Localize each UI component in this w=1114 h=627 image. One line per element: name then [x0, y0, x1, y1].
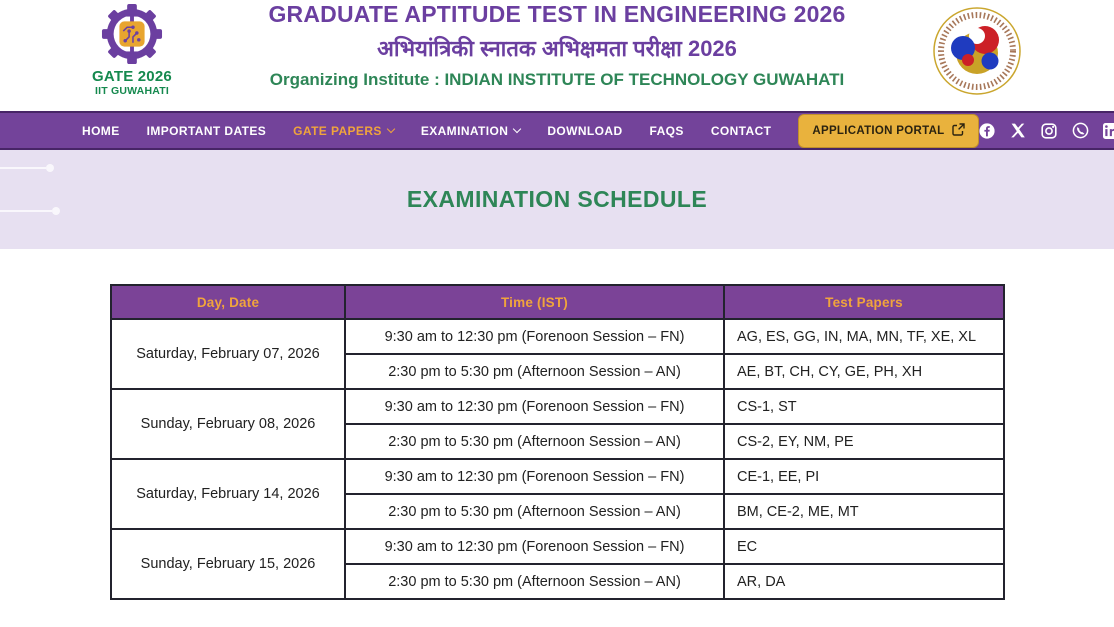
application-portal-button[interactable] — [798, 114, 978, 148]
linkedin-icon[interactable] — [1103, 122, 1114, 139]
application-portal-label: APPLICATION PORTAL — [812, 124, 945, 137]
nav-item-home[interactable] — [82, 124, 120, 138]
nav-item-gate-papers[interactable] — [293, 124, 394, 138]
nav-items — [82, 124, 798, 138]
nav-item-label: HOME — [82, 123, 120, 138]
organizing-institute: Organizing Institute : INDIAN INSTITUTE OF TECHNOLOGY GUWAHATI — [269, 70, 845, 89]
nav-item-label: EXAMINATION — [420, 123, 509, 138]
nav-item-download[interactable] — [547, 124, 622, 138]
site-header — [0, 0, 1114, 111]
column-header-test-papers: Test Papers — [724, 285, 1004, 319]
chevron-down-icon — [513, 125, 521, 133]
papers-cell: AR, DA — [724, 564, 1004, 599]
nav-item-faqs[interactable] — [650, 124, 684, 138]
table-row — [111, 389, 1004, 424]
examination-schedule-table — [110, 284, 1005, 600]
social-links — [979, 122, 1114, 139]
papers-cell: CS-2, EY, NM, PE — [724, 424, 1004, 459]
table-row — [111, 529, 1004, 564]
page-banner — [0, 150, 1114, 249]
column-header-day-date: Day, Date — [111, 285, 345, 319]
nav-item-label: CONTACT — [710, 123, 772, 138]
time-cell: 9:30 am to 12:30 pm (Forenoon Session – FN) — [345, 459, 724, 494]
time-cell: 9:30 am to 12:30 pm (Forenoon Session – FN) — [345, 529, 724, 564]
instagram-icon[interactable] — [1041, 122, 1058, 139]
date-cell: Saturday, February 07, 2026 — [111, 319, 345, 389]
papers-cell: CS-1, ST — [724, 389, 1004, 424]
nav-item-contact[interactable] — [711, 124, 772, 138]
gate-2026-logo — [84, 3, 180, 97]
nav-item-important-dates[interactable] — [147, 124, 267, 138]
main-nav — [0, 111, 1114, 150]
time-cell: 9:30 am to 12:30 pm (Forenoon Session – FN) — [345, 389, 724, 424]
nav-item-examination[interactable] — [421, 124, 521, 138]
chevron-down-icon — [387, 125, 395, 133]
date-cell: Sunday, February 15, 2026 — [111, 529, 345, 599]
time-cell: 2:30 pm to 5:30 pm (Afternoon Session – AN) — [345, 354, 724, 389]
main-content — [0, 249, 1114, 600]
date-cell: Saturday, February 14, 2026 — [111, 459, 345, 529]
column-header-time-ist: Time (IST) — [345, 285, 724, 319]
x-twitter-icon[interactable] — [1010, 122, 1027, 139]
gate-logo-subtitle: IIT GUWAHATI — [95, 85, 169, 97]
papers-cell: AE, BT, CH, CY, GE, PH, XH — [724, 354, 1004, 389]
time-cell: 2:30 pm to 5:30 pm (Afternoon Session – AN) — [345, 494, 724, 529]
nav-item-label: DOWNLOAD — [547, 123, 623, 138]
time-cell: 9:30 am to 12:30 pm (Forenoon Session – FN) — [345, 319, 724, 354]
facebook-icon[interactable] — [979, 122, 996, 139]
date-cell: Sunday, February 08, 2026 — [111, 389, 345, 459]
nav-item-label: GATE PAPERS — [293, 123, 382, 138]
site-title-english: GRADUATE APTITUDE TEST IN ENGINEERING 2026 — [268, 1, 846, 27]
whatsapp-icon[interactable] — [1072, 122, 1089, 139]
nav-item-label: IMPORTANT DATES — [146, 123, 267, 138]
iit-guwahati-emblem-icon — [932, 6, 1022, 96]
header-titles — [197, 0, 917, 90]
nav-item-label: FAQS — [649, 123, 684, 138]
table-row — [111, 459, 1004, 494]
circuit-trace-decoration — [0, 210, 52, 212]
papers-cell: BM, CE-2, ME, MT — [724, 494, 1004, 529]
circuit-trace-decoration — [0, 167, 46, 169]
gate-logo-title: GATE 2026 — [92, 68, 172, 85]
gate-gear-logo-icon — [101, 52, 163, 69]
papers-cell: CE-1, EE, PI — [724, 459, 1004, 494]
time-cell: 2:30 pm to 5:30 pm (Afternoon Session – AN) — [345, 564, 724, 599]
papers-cell: AG, ES, GG, IN, MA, MN, TF, XE, XL — [724, 319, 1004, 354]
time-cell: 2:30 pm to 5:30 pm (Afternoon Session – AN) — [345, 424, 724, 459]
table-row — [111, 319, 1004, 354]
external-link-icon — [952, 123, 965, 139]
page-title: EXAMINATION SCHEDULE — [406, 186, 708, 212]
papers-cell: EC — [724, 529, 1004, 564]
table-header-row — [111, 285, 1004, 319]
site-title-hindi: अभियांत्रिकी स्नातक अभिक्षमता परीक्षा 2026 — [377, 36, 737, 61]
